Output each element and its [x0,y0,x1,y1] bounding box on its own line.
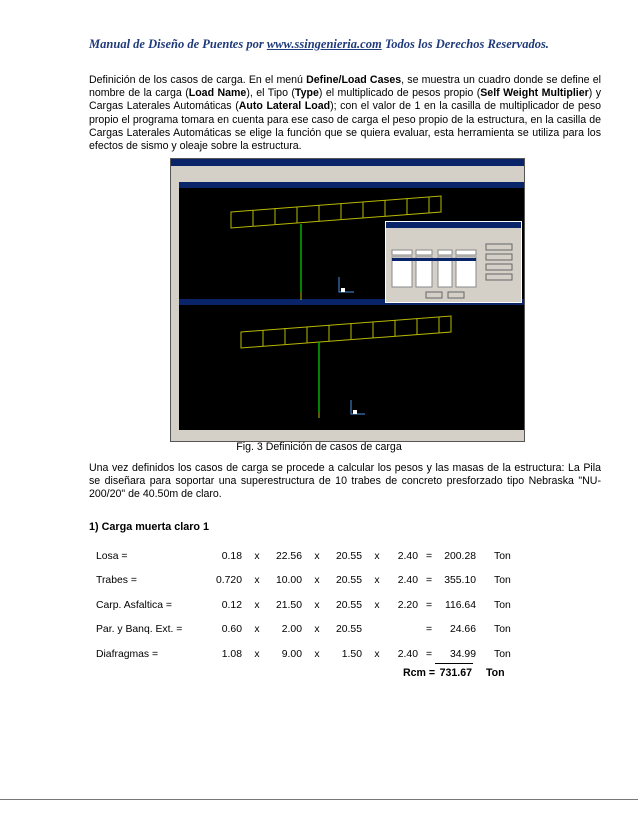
cell-c: 20.55 [335,575,362,587]
structure-model-drawing [179,182,524,430]
cell-op2: x [314,550,320,562]
total-unit: Ton [486,667,505,679]
intro-text-1: Definición de los casos de carga. En el menú [89,74,307,86]
cell-c: 20.55 [335,624,362,636]
cell-d: 2.40 [397,550,418,562]
cell-op2: x [314,648,320,660]
left-toolbar [171,182,179,430]
intro-bold-auto-lateral: Auto Lateral Load [238,100,331,113]
intro-paragraph [89,74,601,153]
intro-bold-define-load-cases: Define/Load Cases [306,74,402,86]
calculation-intro-paragraph: Una vez definidos los casos de carga se procede a calcular los pesos y las masas de la estructura: La Pila se diseñara para soportar una superestructura de 10 trabes de concreto presforzado tipo Nebraska "NU-200/20" de 40.50m de claro. [89,462,601,501]
intro-bold-load-name: Load Name [188,87,247,100]
cell-op3: x [374,599,380,611]
header-suffix: Todos los Derechos Reservados. [381,37,549,51]
lower-node-marker [353,410,357,414]
section-title: 1) Carga muerta claro 1 [89,521,210,533]
cell-op1: x [254,550,260,562]
cell-r: 355.10 [444,575,476,587]
cell-d: 2.40 [397,575,418,587]
cell-name: Par. y Banq. Ext. = [96,624,183,636]
cell-c: 20.55 [335,550,362,562]
define-loads-dialog [385,221,522,303]
cell-r: 200.28 [444,550,476,562]
cell-eq: = [425,648,433,660]
header-link[interactable]: www.ssingenieria.com [266,37,382,51]
dead-load-table [96,544,540,667]
cell-u: Ton [494,550,511,562]
cell-op3: x [374,648,380,660]
total-value: 731.67 [439,667,472,679]
cell-b: 10.00 [275,575,302,587]
cell-d: 2.40 [397,648,418,660]
intro-text-2: , se muestra un cuadro donde se define el nombre de la carga ( [89,74,601,100]
cell-name: Losa = [96,550,128,562]
table-row [96,544,540,569]
cell-eq: = [425,575,433,587]
upper-node-marker [341,288,345,292]
cell-d [392,618,418,643]
cell-b: 21.50 [275,599,302,611]
cell-op3 [362,618,392,643]
cell-op2: x [314,624,320,636]
cell-u: Ton [494,624,511,636]
cell-op3: x [374,575,380,587]
cell-name: Carp. Asfaltica = [96,599,172,611]
cell-eq: = [425,550,433,562]
footer-rule [0,799,638,800]
cell-r: 34.99 [449,648,476,660]
intro-text-5: ) y Cargas Laterales Automáticas ( [89,87,601,113]
intro-text-3: ), el Tipo ( [246,87,295,100]
cell-a: 0.18 [221,550,242,562]
cell-u: Ton [494,648,511,660]
intro-text-6: ); con el valor de 1 en la casilla de multiplicador de peso propio el programa tomara en cuenta para ese caso de carga el peso propio de la estructura, en la casilla de Cargas Laterales Automáticas se elige la función que se quiera evaluar, esta herramienta se utiliza para los efectos de sismo y oleaje sobre la estructura. [89,100,602,153]
cell-b: 9.00 [281,648,302,660]
cell-r: 24.66 [449,624,476,636]
lower-cap-beam [241,316,451,348]
table-row [96,642,540,667]
cell-u: Ton [494,599,511,611]
total-underline [435,663,473,664]
cell-c: 1.50 [341,648,362,660]
cell-c: 20.55 [335,599,362,611]
cell-name: Diafragmas = [96,648,159,660]
cell-op2: x [314,575,320,587]
window-title-bar [171,159,524,166]
dialog-controls [386,228,519,300]
cell-op2: x [314,599,320,611]
intro-bold-type: Type [294,87,319,100]
cell-eq: = [425,624,433,636]
total-label: Rcm = [403,667,436,679]
status-bar [171,430,524,441]
cell-a: 0.60 [221,624,242,636]
cell-eq: = [425,599,433,611]
cell-b: 2.00 [281,624,302,636]
intro-text-4: ) el multiplicado de pesos propio ( [318,87,481,100]
cell-op1: x [254,624,260,636]
cell-op1: x [254,648,260,660]
table-row [96,618,540,643]
cell-a: 0.12 [221,599,242,611]
cell-name: Trabes = [96,575,137,587]
cell-op3: x [374,550,380,562]
cell-op1: x [254,575,260,587]
figure-caption: Fig. 3 Definición de casos de carga [236,441,402,453]
cell-a: 0.720 [215,575,242,587]
page-header [0,37,638,52]
intro-bold-self-weight: Self Weight Multiplier [480,87,589,100]
cell-d: 2.20 [397,599,418,611]
header-prefix: Manual de Diseño de Puentes por [89,37,267,51]
cell-a: 1.08 [221,648,242,660]
cell-r: 116.64 [444,599,476,611]
sap-screenshot-figure [170,158,525,442]
cell-op1: x [254,599,260,611]
cell-u: Ton [494,575,511,587]
table-row [96,569,540,594]
table-row [96,593,540,618]
cell-b: 22.56 [275,550,302,562]
